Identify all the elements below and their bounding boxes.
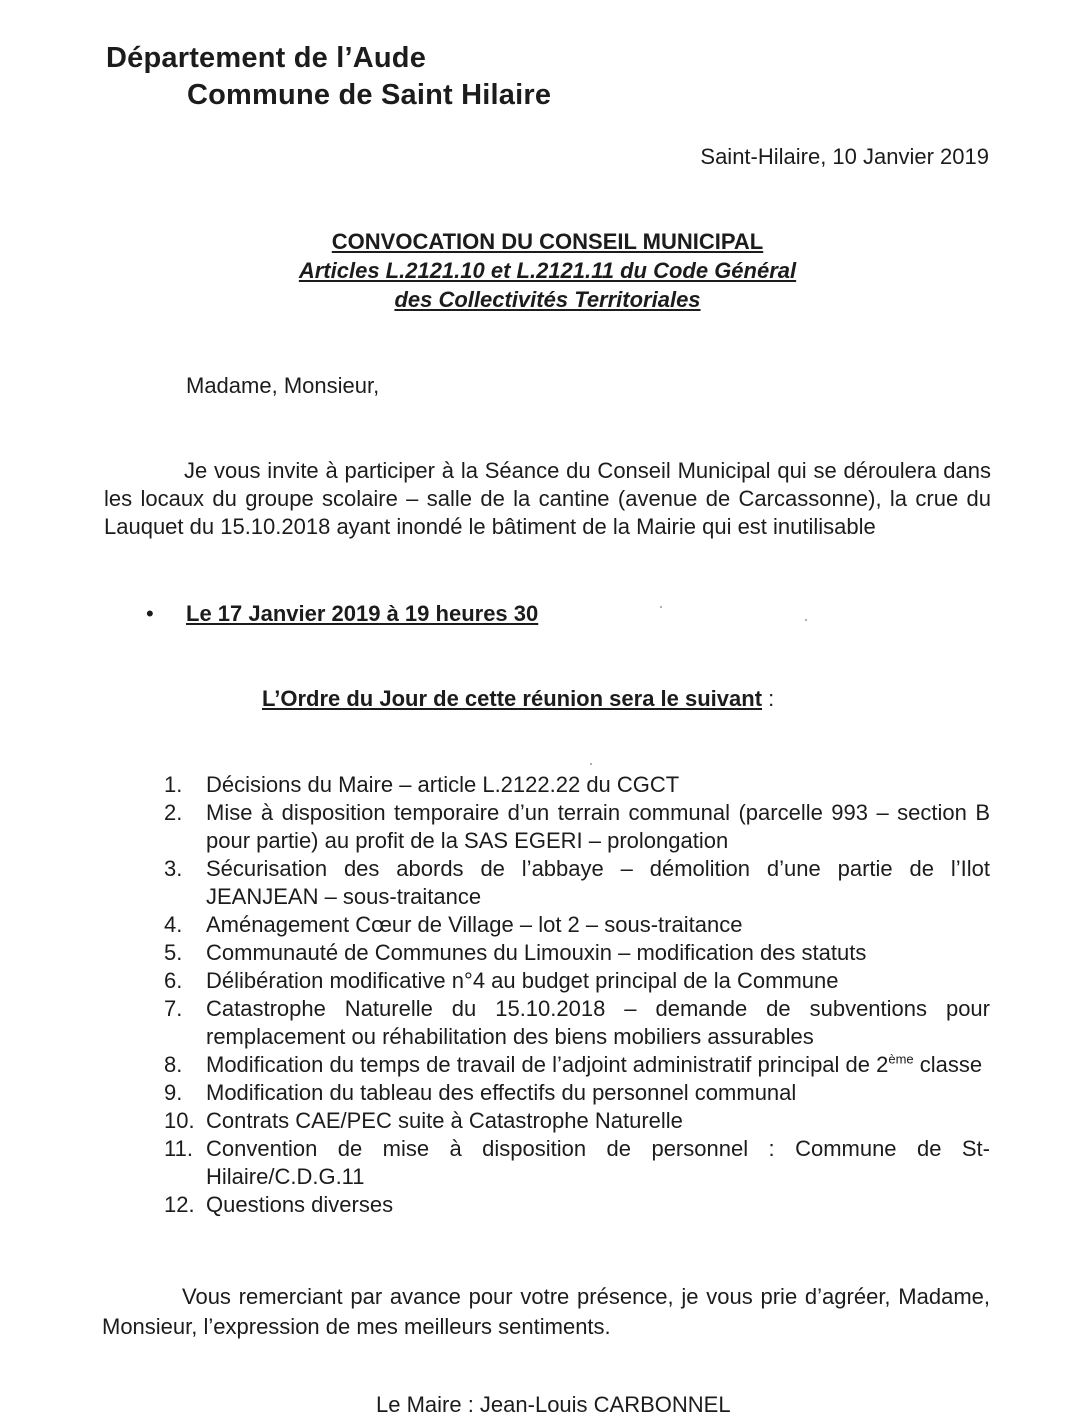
agenda-item — [164, 1191, 990, 1219]
department-name: Département de l’Aude — [106, 42, 427, 74]
agenda-item — [164, 1079, 990, 1107]
agenda-item — [164, 1135, 990, 1191]
agenda-item — [164, 939, 990, 967]
agenda-item-text-part: Modification du temps de travail de l’adjoint administratif principal de 2 — [206, 1052, 889, 1077]
agenda-heading — [262, 686, 774, 712]
agenda-item-text: Aménagement Cœur de Village – lot 2 – sous-traitance — [206, 912, 743, 937]
agenda-item-text: Sécurisation des abords de l’abbaye – démolition d’une partie de l’Ilot JEANJEAN – sous-traitance — [206, 856, 990, 909]
legal-reference-line-2: des Collectivités Territoriales — [394, 287, 701, 312]
intro-paragraph: Je vous invite à participer à la Séance du Conseil Municipal qui se déroulera dans les locaux du groupe scolaire – salle de la cantine (avenue de Carcassonne), la crue du Lauquet du 15.10.2018 ayant inondé le bâtiment de la Mairie qui est inutilisable — [104, 458, 991, 539]
agenda-item-number: 4. — [164, 912, 183, 937]
ordinal-superscript: ème — [888, 1051, 914, 1067]
agenda-heading-text: L’Ordre du Jour de cette réunion sera le suivant — [262, 686, 763, 711]
scan-speck — [590, 763, 592, 765]
scan-speck — [805, 619, 807, 621]
agenda-heading-colon: : — [762, 686, 775, 711]
meeting-datetime: Le 17 Janvier 2019 à 19 heures 30 — [186, 601, 539, 626]
bullet-icon: • — [146, 601, 154, 626]
agenda-item-number: 11. — [164, 1136, 193, 1161]
commune-name: Commune de Saint Hilaire — [187, 79, 552, 111]
agenda-item-text: Convention de mise à disposition de personnel : Commune de St-Hilaire/C.D.G.11 — [206, 1136, 990, 1189]
document-title: CONVOCATION DU CONSEIL MUNICIPAL — [331, 229, 764, 254]
agenda-item-text: Mise à disposition temporaire d’un terrain communal (parcelle 993 – section B pour partie) au profit de la SAS EGERI – prolongation — [206, 800, 990, 853]
agenda-item-number: 3. — [164, 856, 183, 881]
closing-paragraph: Vous remerciant par avance pour votre présence, je vous prie d’agréer, Madame, Monsieur, l’expression de mes meilleurs sentiments. — [102, 1284, 990, 1339]
agenda-item-number: 8. — [164, 1052, 183, 1077]
agenda-item-number: 10. — [164, 1108, 195, 1133]
agenda-item-number: 1. — [164, 772, 183, 797]
agenda-item-text: Contrats CAE/PEC suite à Catastrophe Naturelle — [206, 1108, 683, 1133]
agenda-item-text: Questions diverses — [206, 1192, 394, 1217]
agenda-item-text: Délibération modificative n°4 au budget principal de la Commune — [206, 968, 839, 993]
agenda-item — [164, 855, 990, 911]
agenda-list — [164, 771, 990, 1219]
agenda-item-text — [206, 1051, 990, 1079]
agenda-item-number: 7. — [164, 996, 183, 1021]
document-title-block — [0, 227, 1065, 314]
agenda-item-text-part: classe — [913, 1052, 983, 1077]
salutation: Madame, Monsieur, — [186, 373, 380, 398]
agenda-item — [164, 799, 990, 855]
agenda-item-number: 12. — [164, 1192, 195, 1217]
agenda-item — [164, 967, 990, 995]
agenda-item-number: 6. — [164, 968, 183, 993]
date-line: Saint-Hilaire, 10 Janvier 2019 — [700, 144, 989, 169]
agenda-item — [164, 1051, 990, 1079]
agenda-item-text: Modification du tableau des effectifs du personnel communal — [206, 1080, 797, 1105]
scan-speck — [660, 606, 662, 608]
agenda-item-number: 5. — [164, 940, 183, 965]
mayor-signature-line: Le Maire : Jean-Louis CARBONNEL — [376, 1392, 731, 1417]
agenda-item-text: Catastrophe Naturelle du 15.10.2018 – demande de subventions pour remplacement ou réhabilitation des biens mobiliers assurables — [206, 996, 990, 1049]
legal-reference-line-1: Articles L.2121.10 et L.2121.11 du Code Général — [298, 258, 797, 283]
agenda-item — [164, 911, 990, 939]
agenda-item — [164, 771, 990, 799]
agenda-item-text: Décisions du Maire – article L.2122.22 du CGCT — [206, 772, 680, 797]
agenda-item-text: Communauté de Communes du Limouxin – modification des statuts — [206, 940, 867, 965]
agenda-item — [164, 995, 990, 1051]
agenda-item — [164, 1107, 990, 1135]
agenda-item-number: 9. — [164, 1080, 183, 1105]
agenda-item-number: 2. — [164, 800, 183, 825]
